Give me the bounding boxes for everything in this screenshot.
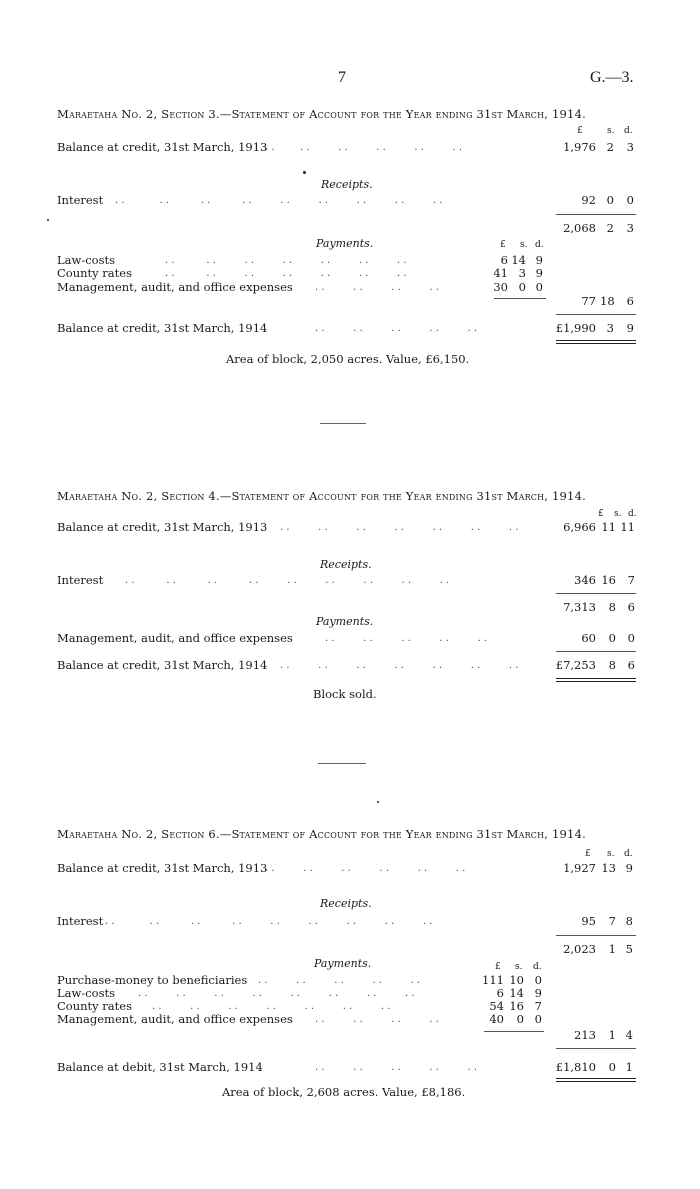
double-rule [556,678,636,682]
closing-pounds: £1,810 [555,1060,596,1074]
payments-heading: Payments. [314,957,372,970]
payments-total-pence: 6 [626,294,634,308]
leader-dots: . . . . . . . . . . [315,1062,478,1073]
payments-total-shillings: 1 [608,1028,616,1042]
closing-rule [556,651,636,652]
payment-shillings: 3 [518,266,526,280]
currency-pounds: £ [495,962,501,972]
closing-pence: 6 [627,658,635,672]
opening-pounds: 1,927 [563,861,596,875]
closing-balance-label: Balance at debit, 31st March, 1914 [57,1060,263,1074]
currency-shillings: s. [520,240,528,250]
leader-dots: . . . . . . . . . . [258,975,421,986]
closing-pounds: £1,990 [555,321,596,335]
payments-heading: Payments. [316,615,374,628]
interest-pence: 7 [627,573,635,587]
print-speck [47,219,49,221]
leader-dots: . . . . . . . . . . . . . . . . . . [105,916,433,927]
currency-pence: d. [533,962,542,972]
page-number: 7 [338,69,346,86]
interest-pence: 0 [626,193,634,207]
payment-label: Management, audit, and office expenses [57,631,293,645]
leader-dots: . . . . . . . . . . [315,323,478,334]
interest-pounds: 346 [574,573,596,587]
subtotal-rule [556,593,636,594]
subtotal-pounds: 2,023 [563,942,596,956]
payments-heading: Payments. [316,237,374,250]
print-speck [303,171,306,174]
payments-total-pence: 4 [625,1028,633,1042]
opening-balance-label: Balance at credit, 31st March, 1913 [57,861,268,875]
payment-pounds: 6 [496,986,504,1000]
leader-dots: . . . . . . . . . . . . . . . . . . [125,575,450,586]
closing-rule [556,1048,636,1049]
subtotal-rule [556,214,636,215]
currency-pence: d. [535,240,544,250]
leader-dots: . . . . . . . . . . . . . . [165,268,407,279]
subtotal-shillings: 1 [608,942,616,956]
payments-total-shillings: 18 [600,294,615,308]
leader-dots: . . . . . . . . [315,282,439,293]
section-separator [320,423,366,424]
interest-shillings: 7 [608,914,616,928]
currency-shillings: s. [515,962,523,972]
interest-pounds: 95 [581,914,596,928]
currency-shillings: s. [607,849,615,859]
payment-label: County rates [57,999,132,1013]
double-rule [556,340,636,344]
currency-pounds: £ [500,240,506,250]
closing-pence: 1 [625,1060,633,1074]
payment-shillings: 0 [608,631,616,645]
subtotal-pence: 3 [626,221,634,235]
subtotal-pence: 6 [627,600,635,614]
section-4-title: Maraetaha No. 2, Section 4.—Statement of Account for the Year ending 31st March, 1914. [57,489,586,503]
payment-pence: 9 [535,253,543,267]
leader-dots: . . . . . . . . [315,1014,439,1025]
opening-pence: 9 [625,861,633,875]
payment-shillings: 16 [509,999,524,1013]
payment-label: County rates [57,266,132,280]
interest-shillings: 0 [606,193,614,207]
block-note: Area of block, 2,608 acres. Value, £8,186. [222,1085,466,1099]
payment-label: Purchase-money to beneficiaries [57,973,248,987]
currency-pounds: £ [577,126,583,136]
section-separator [318,763,366,764]
payments-rule [494,298,546,299]
payments-total-pounds: 77 [581,294,596,308]
leader-dots: . . . . . . . . . . . . . . [165,255,407,266]
payment-pence: 9 [535,266,543,280]
payment-pounds: 60 [581,631,596,645]
block-note: Area of block, 2,050 acres. Value, £6,150. [226,352,470,366]
currency-pence: d. [628,509,637,519]
closing-shillings: 3 [606,321,614,335]
payment-pence: 7 [534,999,542,1013]
currency-shillings: s. [614,509,622,519]
interest-label: Interest [57,573,104,587]
section-3-title: Maraetaha No. 2, Section 3.—Statement of Account for the Year ending 31st March, 1914. [57,107,586,121]
payment-pence: 0 [534,973,542,987]
currency-pounds: £ [598,509,604,519]
leader-dots: . . . . . . . . . . [325,633,488,644]
receipts-heading: Receipts. [320,558,372,571]
currency-pence: d. [624,849,633,859]
payment-label: Management, audit, and office expenses [57,280,293,294]
subtotal-pounds: 2,068 [563,221,596,235]
opening-shillings: 11 [601,520,616,534]
closing-pounds: £7,253 [555,658,596,672]
opening-balance-label: Balance at credit, 31st March, 1913 [57,520,268,534]
opening-pence: 11 [620,520,635,534]
double-rule [556,1078,636,1082]
closing-balance-label: Balance at credit, 31st March, 1914 [57,658,268,672]
leader-dots: . . . . . . . . . . . . [265,142,463,153]
interest-pence: 8 [625,914,633,928]
payments-rule [484,1031,544,1032]
subtotal-rule [556,935,636,936]
opening-pounds: 1,976 [563,140,596,154]
interest-shillings: 16 [601,573,616,587]
payment-pence: 0 [534,1012,542,1026]
payment-pence: 0 [627,631,635,645]
block-note: Block sold. [313,687,377,701]
subtotal-pounds: 7,313 [563,600,596,614]
payment-pounds: 30 [493,280,508,294]
currency-shillings: s. [607,126,615,136]
receipts-heading: Receipts. [320,897,372,910]
section-6-title: Maraetaha No. 2, Section 6.—Statement of Account for the Year ending 31st March, 1914. [57,827,586,841]
payment-pounds: 41 [493,266,508,280]
opening-shillings: 2 [606,140,614,154]
payment-label: Law-costs [57,253,116,267]
subtotal-pence: 5 [625,942,633,956]
page-code: G.—3. [590,69,634,86]
payment-pence: 9 [534,986,542,1000]
leader-dots: . . . . . . . . . . . . . . [280,660,519,671]
currency-pence: d. [624,126,633,136]
interest-pounds: 92 [581,193,596,207]
leader-dots: . . . . . . . . . . . . . . [280,522,519,533]
leader-dots: . . . . . . . . . . . . . . [152,1001,391,1012]
payment-pounds: 111 [482,973,504,987]
payment-label: Management, audit, and office expenses [57,1012,293,1026]
payment-shillings: 14 [511,253,526,267]
receipts-heading: Receipts. [321,178,373,191]
opening-pence: 3 [626,140,634,154]
leader-dots: . . . . . . . . . . . . . . . . [138,988,415,999]
payment-pounds: 40 [489,1012,504,1026]
payments-total-pounds: 213 [574,1028,596,1042]
opening-balance-label: Balance at credit, 31st March, 1913 [57,140,268,154]
payment-shillings: 0 [516,1012,524,1026]
closing-pence: 9 [626,321,634,335]
subtotal-shillings: 8 [608,600,616,614]
payment-pounds: 54 [489,999,504,1013]
subtotal-shillings: 2 [606,221,614,235]
interest-label: Interest [57,193,104,207]
payment-shillings: 10 [509,973,524,987]
currency-pounds: £ [585,849,591,859]
interest-label: Interest [57,914,104,928]
opening-shillings: 13 [601,861,616,875]
payment-shillings: 0 [518,280,526,294]
closing-rule [556,314,636,315]
payment-pence: 0 [535,280,543,294]
closing-balance-label: Balance at credit, 31st March, 1914 [57,321,268,335]
leader-dots: . . . . . . . . . . . . [265,863,466,874]
closing-shillings: 0 [608,1060,616,1074]
opening-pounds: 6,966 [563,520,596,534]
closing-shillings: 8 [608,658,616,672]
payment-label: Law-costs [57,986,116,1000]
print-speck [377,801,379,803]
leader-dots: . . . . . . . . . . . . . . . . . . [115,195,443,206]
payment-pounds: 6 [500,253,508,267]
payment-shillings: 14 [509,986,524,1000]
